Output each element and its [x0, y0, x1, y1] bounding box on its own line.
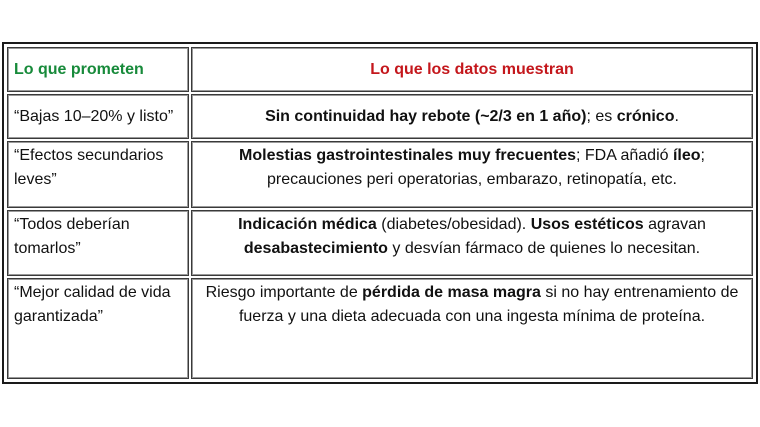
- promise-cell: “Todos deberían tomarlos”: [7, 210, 189, 277]
- promise-cell: “Bajas 10–20% y listo”: [7, 94, 189, 139]
- evidence-cell: [191, 94, 753, 139]
- emphasis-text: pérdida de masa magra: [362, 284, 541, 302]
- header-evidence: Lo que los datos muestran: [191, 47, 753, 92]
- body-text: agravan: [643, 215, 706, 233]
- table-header-row: [7, 47, 753, 92]
- evidence-cell: [191, 210, 753, 277]
- emphasis-text: Indicación médica: [238, 215, 377, 233]
- promise-cell: “Efectos secundarios leves”: [7, 141, 189, 208]
- body-text: .: [674, 107, 679, 125]
- body-text: Riesgo importante de: [205, 284, 363, 302]
- body-text: ; precauciones peri operatorias, embarazo, retinopatía, etc.: [266, 147, 705, 189]
- emphasis-text: Sin continuidad hay rebote (~2/3 en 1 año): [265, 107, 587, 125]
- emphasis-text: desabastecimiento: [243, 239, 388, 257]
- header-promises: Lo que prometen: [7, 47, 189, 92]
- emphasis-text: crónico: [616, 107, 675, 125]
- emphasis-text: íleo: [672, 147, 701, 165]
- emphasis-text: Molestias gastrointestinales muy frecuentes: [239, 147, 577, 165]
- evidence-cell: [191, 141, 753, 208]
- body-text: ; FDA añadió: [576, 147, 673, 165]
- table-row: [7, 94, 753, 139]
- emphasis-text: Usos estéticos: [530, 215, 644, 233]
- table-row: [7, 210, 753, 277]
- body-text: (diabetes/obesidad).: [376, 215, 531, 233]
- comparison-table: [2, 42, 758, 384]
- promise-cell: “Mejor calidad de vida garantizada”: [7, 278, 189, 379]
- body-text: y desvían fármaco de quienes lo necesitan.: [387, 239, 701, 257]
- comparison-table-grid: [5, 45, 755, 381]
- evidence-cell: [191, 278, 753, 379]
- body-text: ; es: [586, 107, 617, 125]
- table-row: [7, 278, 753, 379]
- table-row: [7, 141, 753, 208]
- body-text: si no hay entrenamiento de fuerza y una dieta adecuada con una ingesta mínima de proteína.: [238, 284, 739, 326]
